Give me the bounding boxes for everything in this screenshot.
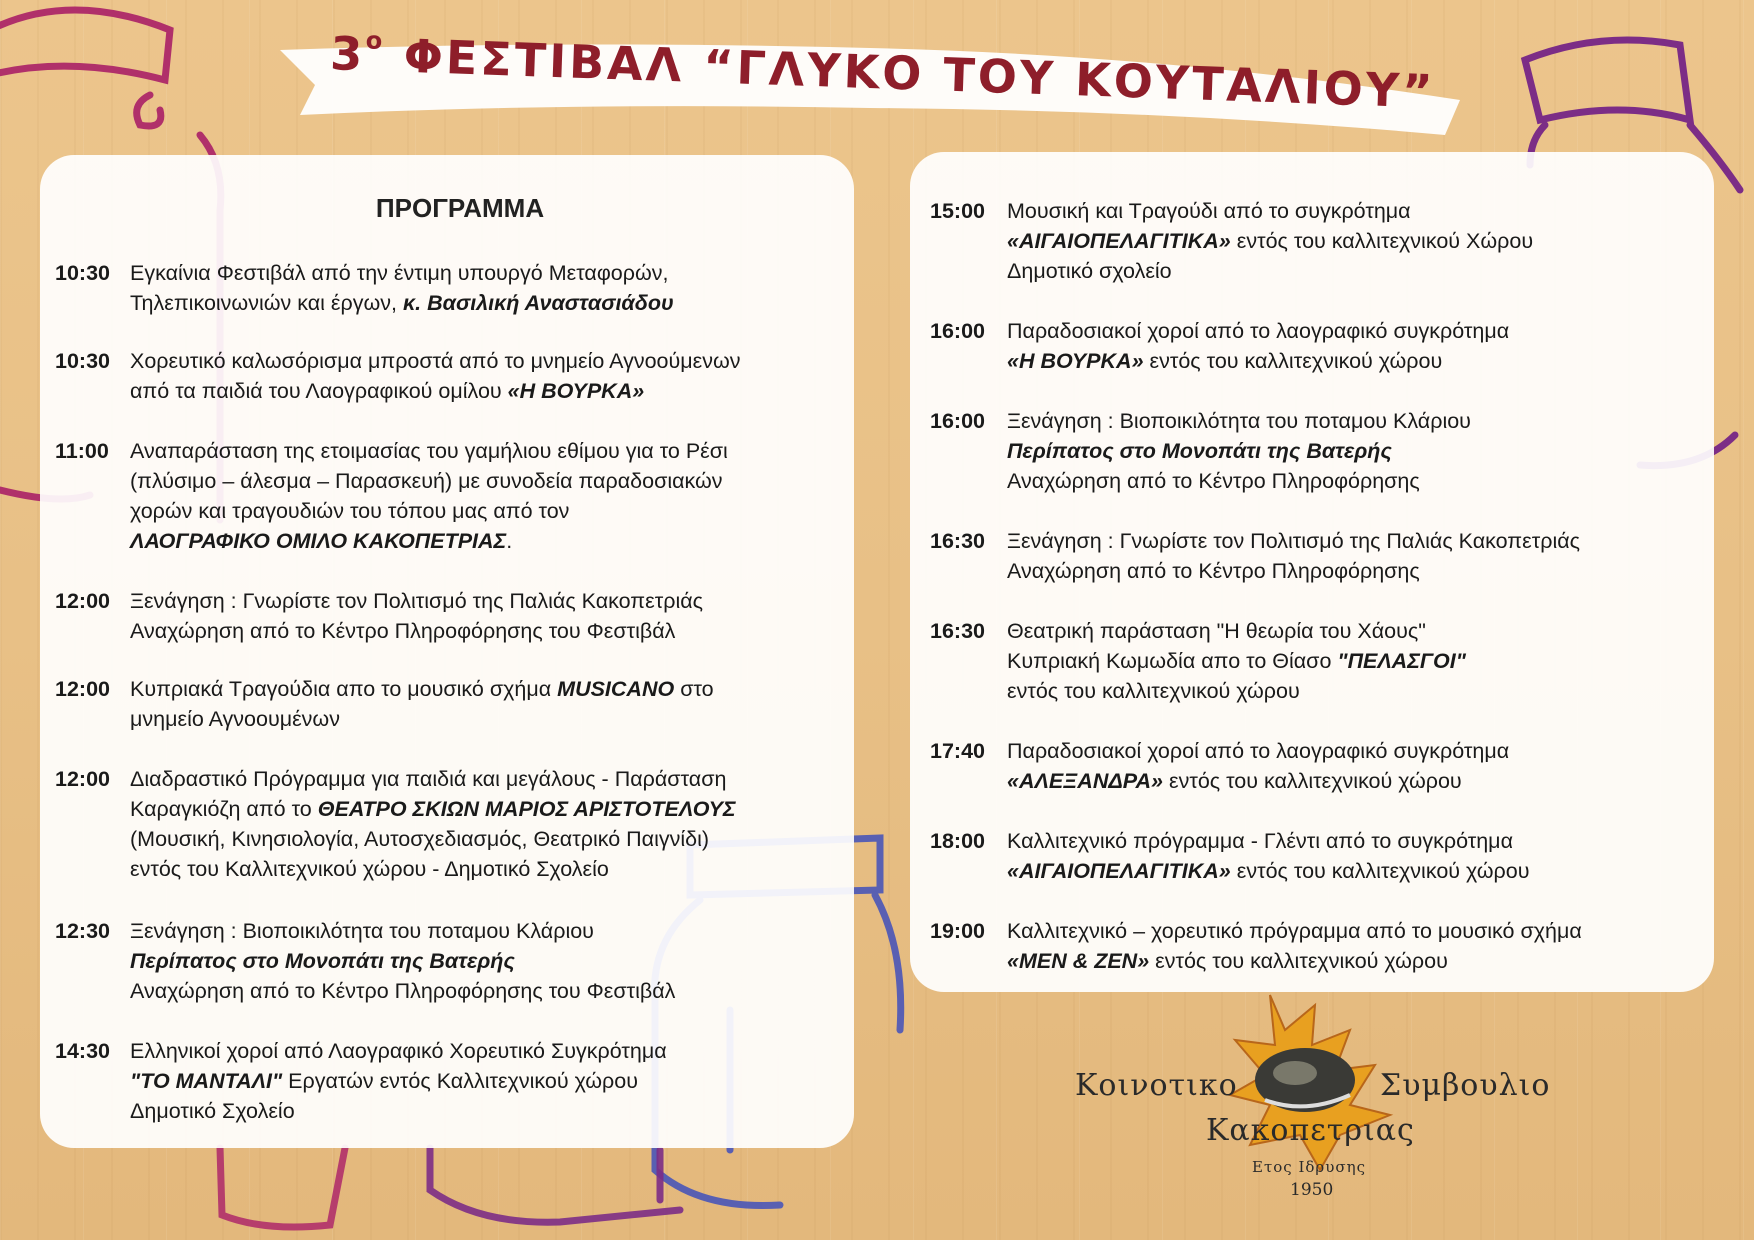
schedule-time: 16:00 xyxy=(930,409,985,433)
schedule-time: 12:00 xyxy=(55,677,110,701)
schedule-text-line xyxy=(130,288,674,318)
schedule-time: 10:30 xyxy=(55,261,110,285)
logo-text-year: 1950 xyxy=(1290,1180,1334,1200)
schedule-text-line xyxy=(1007,946,1448,976)
text-segment: Εργατών εντός Καλλιτεχνικού χώρου xyxy=(282,1069,639,1093)
emphasized-text: Περίπατος στο Μονοπάτι της Βατερής xyxy=(130,949,515,973)
schedule-text-line xyxy=(130,916,594,946)
schedule-text-line xyxy=(1007,226,1533,256)
schedule-time: 16:30 xyxy=(930,619,985,643)
text-segment: Παραδοσιακοί χοροί από το λαογραφικό συγκρότημα xyxy=(1007,739,1510,763)
schedule-time: 11:00 xyxy=(55,439,109,463)
schedule-text-line xyxy=(130,946,515,976)
jar-bottom-pink-icon xyxy=(220,1148,345,1227)
emphasized-text: Περίπατος στο Μονοπάτι της Βατερής xyxy=(1007,439,1392,463)
schedule-text-line xyxy=(130,1096,295,1126)
text-segment: στο xyxy=(674,677,714,701)
text-segment: Χορευτικό καλωσόρισμα μπροστά από το μνημείο Αγνοούμενων xyxy=(130,349,741,373)
text-segment: Αναχώρηση από το Κέντρο Πληροφόρησης xyxy=(1007,469,1420,493)
emphasized-text: κ. Βασιλική Αναστασιάδου xyxy=(402,291,674,315)
schedule-text-line xyxy=(1007,256,1172,286)
schedule-text-line xyxy=(130,704,340,734)
schedule-text-line xyxy=(1007,916,1582,946)
schedule-text-line xyxy=(130,794,736,824)
text-segment: Καραγκιόζη από το xyxy=(130,797,318,821)
schedule-text-line xyxy=(1007,676,1300,706)
emphasized-text: ΘΕΑΤΡΟ ΣΚΙΩΝ ΜΑΡΙΟΣ ΑΡΙΣΤΟΤΕΛΟΥΣ xyxy=(317,797,736,821)
emphasized-text: «ΑΙΓΑΙΟΠΕΛΑΓΙΤΙΚΑ» xyxy=(1007,859,1231,883)
schedule-text-line xyxy=(1007,646,1466,676)
emphasized-text: "ΠΕΛΑΣΓΟΙ" xyxy=(1337,649,1466,673)
text-segment: εντός του καλλιτεχνικού χώρου xyxy=(1230,859,1530,883)
emphasized-text: «ΑΙΓΑΙΟΠΕΛΑΓΙΤΙΚΑ» xyxy=(1007,229,1231,253)
schedule-time: 12:00 xyxy=(55,767,110,791)
schedule-text-line xyxy=(130,616,675,646)
schedule-text-line xyxy=(130,466,723,496)
text-segment: Αναχώρηση από το Κέντρο Πληροφόρησης του Φεστιβάλ xyxy=(130,979,676,1003)
text-segment: Καλλιτεχνικό – χορευτικό πρόγραμμα από το μουσικό σχήμα xyxy=(1007,919,1582,943)
schedule-text-line xyxy=(1007,406,1471,436)
text-segment: Παραδοσιακοί χοροί από το λαογραφικό συγκρότημα xyxy=(1007,319,1510,343)
schedule-text-line xyxy=(1007,556,1420,586)
schedule-time: 14:30 xyxy=(55,1039,110,1063)
text-segment: Εγκαίνια Φεστιβάλ από την έντιμη υπουργό Μεταφορών, xyxy=(130,261,669,285)
schedule-text-line xyxy=(130,1066,638,1096)
text-segment: Καλλιτεχνικό πρόγραμμα - Γλέντι από το συγκρότημα xyxy=(1007,829,1513,853)
schedule-time: 12:30 xyxy=(55,919,110,943)
text-segment: Ξενάγηση : Βιοποικιλότητα του ποταμου Κλάριου xyxy=(1007,409,1471,433)
schedule-text-line xyxy=(1007,436,1392,466)
text-segment: Ελληνικοί χοροί από Λαογραφικό Χορευτικό Συγκρότημα xyxy=(130,1039,667,1063)
schedule-text-line xyxy=(1007,766,1462,796)
emphasized-text: «ΑΛΕΞΑΝΔΡΑ» xyxy=(1007,769,1164,793)
text-segment: Διαδραστικό Πρόγραμμα για παιδιά και μεγάλους - Παράσταση xyxy=(130,767,727,791)
schedule-time: 10:30 xyxy=(55,349,110,373)
text-segment: . xyxy=(506,529,513,553)
text-segment: εντός του καλλιτεχνικού χώρου xyxy=(1149,949,1448,973)
text-segment: Μουσική και Τραγούδι από το συγκρότημα xyxy=(1007,199,1411,223)
schedule-text-line xyxy=(130,1036,667,1066)
jar-bottom-purple-icon xyxy=(430,1148,680,1222)
schedule-time: 17:40 xyxy=(930,739,985,763)
schedule-text-line xyxy=(1007,736,1509,766)
schedule-text-line xyxy=(130,376,644,406)
text-segment: (Μουσική, Κινησιολογία, Αυτοσχεδιασμός, Θεατρικό Παιγνίδι) xyxy=(130,827,710,851)
schedule-text-line xyxy=(1007,826,1513,856)
text-segment: Αναχώρηση από το Κέντρο Πληροφόρησης του Φεστιβάλ xyxy=(130,619,676,643)
schedule-text-line xyxy=(130,526,512,556)
emphasized-text: «Η ΒΟΥΡΚΑ» xyxy=(507,379,645,403)
schedule-time: 16:30 xyxy=(930,529,985,553)
text-segment: εντός του καλλιτεχνικού χώρου xyxy=(1163,769,1462,793)
emphasized-text: MUSICANO xyxy=(557,677,675,701)
schedule-text-line xyxy=(130,496,569,526)
festival-title: $3^o$ ΦΕΣΤΙΒΑΛ “ΓΛΥΚΟ ΤΟΥ ΚΟΥΤΑΛΙΟΥ” xyxy=(329,26,1437,119)
text-segment: εντός του καλλιτεχνικού χώρου xyxy=(1007,679,1300,703)
text-segment: (πλύσιμο – άλεσμα – Παρασκευή) με συνοδεία παραδοσιακών xyxy=(130,469,723,493)
text-segment: από τα παιδιά του Λαογραφικού ομίλου xyxy=(130,379,508,403)
schedule-text-line xyxy=(130,586,703,616)
schedule-text-line xyxy=(130,674,714,704)
program-heading: ΠΡΟΓΡΑΜΜΑ xyxy=(375,193,545,223)
schedule-text-line xyxy=(130,346,741,376)
logo-text-line1a: Κοινοτικο xyxy=(1075,1068,1238,1103)
logo-text-line3: Ετος Ιδρυσης xyxy=(1252,1158,1366,1176)
text-segment: χορών και τραγουδιών του τόπου μας από τον xyxy=(130,499,570,523)
schedule-text-line xyxy=(130,764,726,794)
schedule-text-line xyxy=(1007,346,1442,376)
text-segment: εντός του καλλιτεχνικού χώρου xyxy=(1143,349,1443,373)
schedule-text-line xyxy=(130,854,609,884)
schedule-time: 16:00 xyxy=(930,319,985,343)
schedule-time: 15:00 xyxy=(930,199,985,223)
schedule-text-line xyxy=(130,976,675,1006)
text-segment: Αναχώρηση από το Κέντρο Πληροφόρησης xyxy=(1007,559,1420,583)
text-segment: εντός του καλλιτεχνικού Χώρου xyxy=(1230,229,1534,253)
logo-text-line1b: Συμβουλιο xyxy=(1380,1068,1551,1103)
schedule-text-line xyxy=(1007,316,1509,346)
text-segment: Δημοτικό Σχολείο xyxy=(130,1099,295,1123)
text-segment: Θεατρική παράσταση "Η θεωρία του Χάους" xyxy=(1007,619,1426,643)
text-segment: Ξενάγηση : Γνωρίστε τον Πολιτισμό της Παλιάς Κακοπετριάς xyxy=(130,589,704,613)
emphasized-text: ΛΑΟΓΡΑΦΙΚΟ ΟΜΙΛΟ ΚΑΚΟΠΕΤΡΙΑΣ xyxy=(130,529,507,553)
schedule-text-line xyxy=(130,436,728,466)
text-segment: Τηλεπικοινωνιών και έργων, xyxy=(130,291,403,315)
text-segment: Αναπαράσταση της ετοιμασίας του γαμήλιου εθίμου για το Ρέσι xyxy=(130,439,728,463)
text-segment: Ξενάγηση : Γνωρίστε τον Πολιτισμό της Παλιάς Κακοπετριάς xyxy=(1007,529,1581,553)
schedule-text-line xyxy=(1007,856,1529,886)
text-segment: Δημοτικό σχολείο xyxy=(1007,259,1172,283)
schedule-text-line xyxy=(130,258,668,288)
text-segment: εντός του Καλλιτεχνικού χώρου - Δημοτικό Σχολείο xyxy=(130,857,609,881)
text-segment: Κυπριακά Τραγούδια απο το μουσικό σχήμα xyxy=(130,677,558,701)
text-segment: μνημείο Αγνοουμένων xyxy=(130,707,340,731)
schedule-text-line xyxy=(1007,466,1420,496)
emphasized-text: «Η ΒΟΥΡΚΑ» xyxy=(1007,349,1144,373)
schedule-text-line xyxy=(1007,196,1411,226)
logo-text-line2: Κακοπετριας xyxy=(1206,1113,1415,1148)
emphasized-text: «MEN & ZEN» xyxy=(1007,949,1150,973)
schedule-time: 18:00 xyxy=(930,829,985,853)
schedule-time: 19:00 xyxy=(930,919,985,943)
text-segment: Κυπριακή Κωμωδία απο το Θίασο xyxy=(1007,649,1338,673)
schedule-text-line xyxy=(1007,526,1580,556)
schedule-text-line xyxy=(1007,616,1426,646)
text-segment: Ξενάγηση : Βιοποικιλότητα του ποταμου Κλάριου xyxy=(130,919,594,943)
emphasized-text: "ΤΟ ΜΑΝΤΑΛΙ" xyxy=(130,1069,283,1093)
schedule-text-line xyxy=(130,824,709,854)
schedule-time: 12:00 xyxy=(55,589,110,613)
